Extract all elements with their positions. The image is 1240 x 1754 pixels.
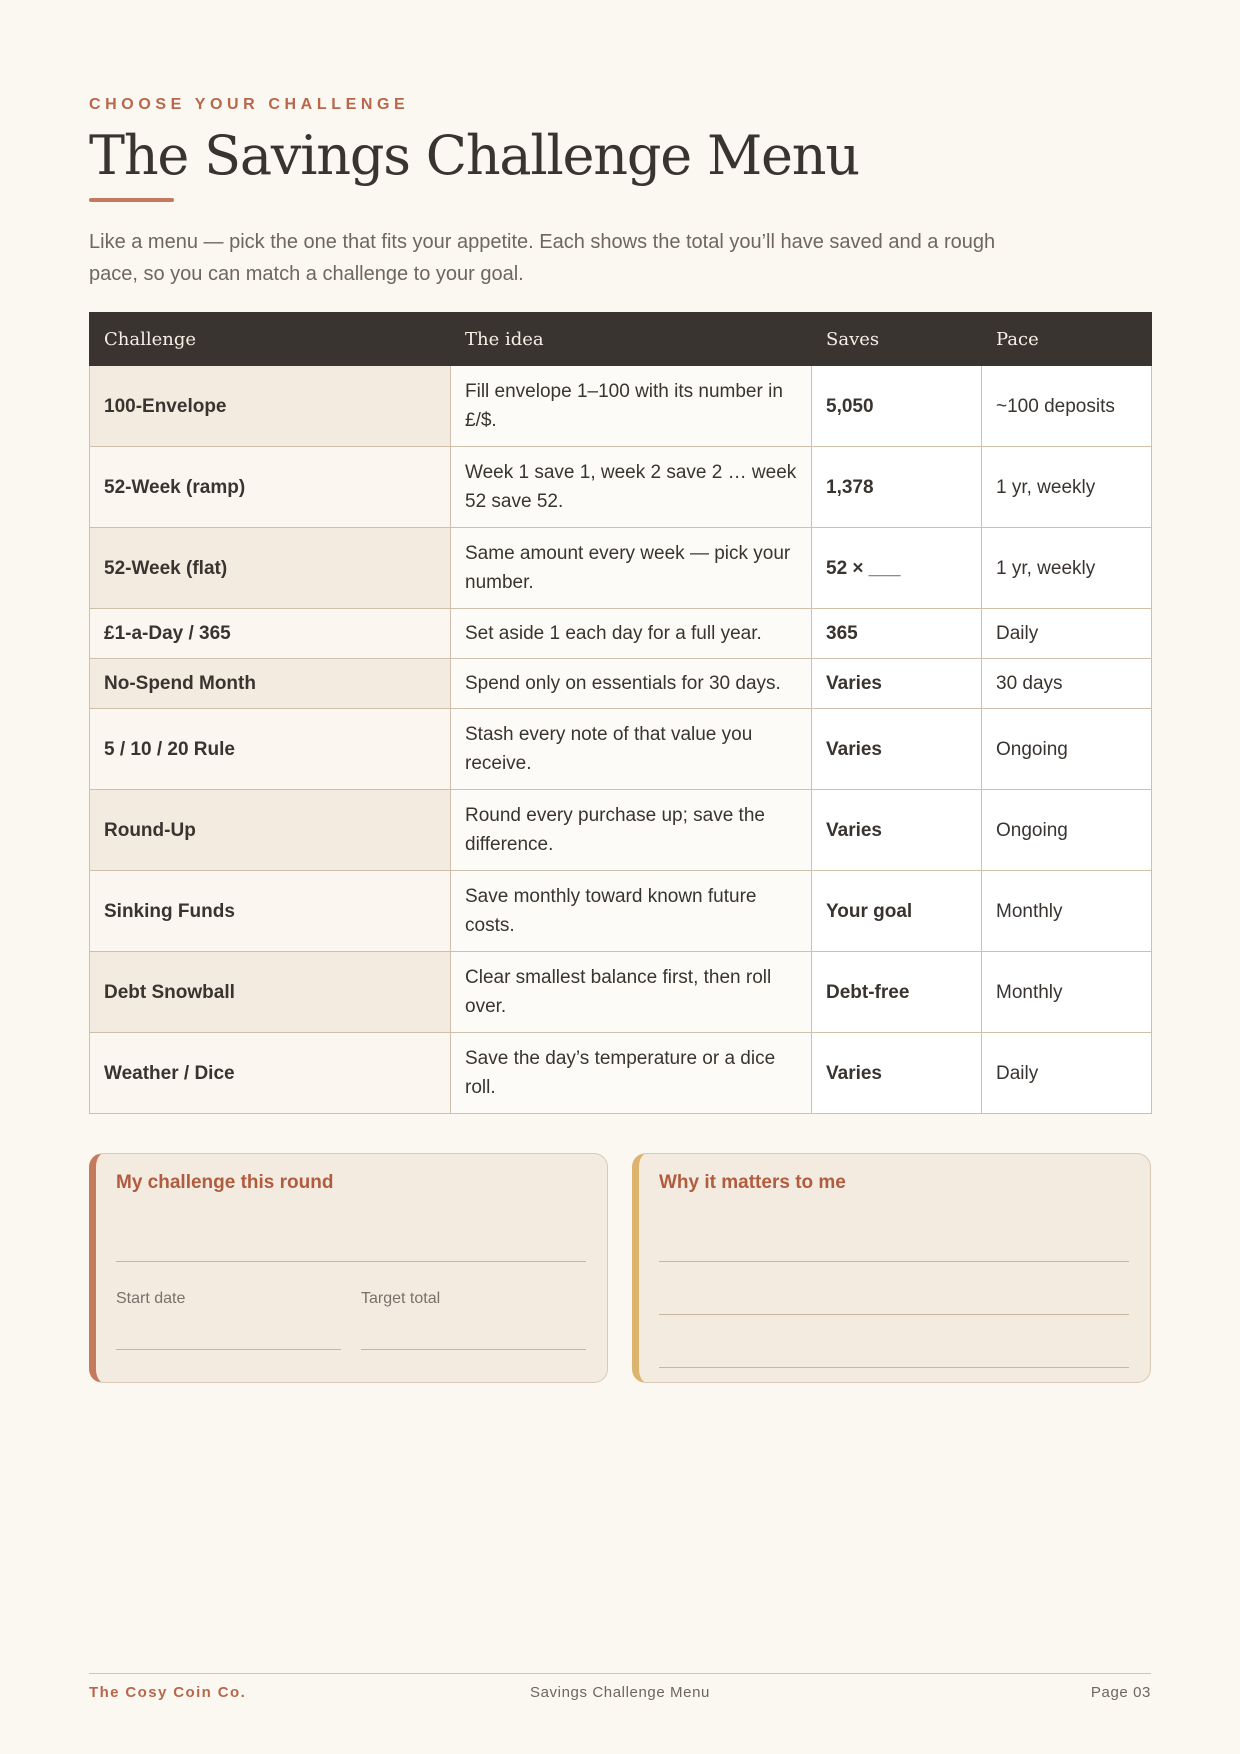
challenge-idea: Save monthly toward known future costs. (451, 871, 812, 952)
challenge-saves: Varies (812, 659, 982, 709)
challenge-pace: Monthly (982, 952, 1152, 1033)
table-row (90, 1033, 1152, 1114)
challenge-name: No-Spend Month (90, 659, 451, 709)
challenge-pace: Daily (982, 1033, 1152, 1114)
challenge-name-line[interactable] (116, 1261, 586, 1262)
target-total-line[interactable] (361, 1349, 586, 1350)
challenge-saves: 1,378 (812, 447, 982, 528)
table-row (90, 447, 1152, 528)
target-total-label: Target total (361, 1290, 441, 1307)
challenge-saves: Varies (812, 1033, 982, 1114)
challenge-pace: Monthly (982, 871, 1152, 952)
challenge-saves: Varies (812, 790, 982, 871)
challenge-pace: Ongoing (982, 790, 1152, 871)
challenge-table (89, 312, 1152, 1114)
table-row (90, 528, 1152, 609)
challenge-name: 52-Week (flat) (90, 528, 451, 609)
challenge-idea: Set aside 1 each day for a full year. (451, 609, 812, 659)
start-date-label: Start date (116, 1290, 186, 1307)
challenge-name: 5 / 10 / 20 Rule (90, 709, 451, 790)
footer-brand: The Cosy Coin Co. (89, 1684, 247, 1701)
why-it-matters-title: Why it matters to me (659, 1172, 846, 1193)
challenge-name: 100-Envelope (90, 366, 451, 447)
challenge-idea: Round every purchase up; save the difference. (451, 790, 812, 871)
table-row (90, 609, 1152, 659)
column-header-pace: Pace (982, 313, 1152, 366)
challenge-name: Sinking Funds (90, 871, 451, 952)
intro-text: Like a menu — pick the one that fits your appetite. Each shows the total you’ll have saved and a rough pace, so you can match a challenge to your goal. (89, 231, 996, 285)
challenge-saves: Your goal (812, 871, 982, 952)
challenge-pace: Daily (982, 609, 1152, 659)
my-challenge-title: My challenge this round (116, 1172, 334, 1193)
challenge-pace: 1 yr, weekly (982, 528, 1152, 609)
challenge-saves: 365 (812, 609, 982, 659)
column-header-saves: Saves (812, 313, 982, 366)
column-header-challenge: Challenge (90, 313, 451, 366)
writing-line[interactable] (659, 1314, 1129, 1315)
challenge-name: 52-Week (ramp) (90, 447, 451, 528)
table-header-row (90, 313, 1152, 366)
why-it-matters-card (632, 1153, 1151, 1383)
challenge-pace: 1 yr, weekly (982, 447, 1152, 528)
challenge-idea: Same amount every week — pick your number. (451, 528, 812, 609)
eyebrow: CHOOSE YOUR CHALLENGE (89, 96, 410, 113)
challenge-idea: Week 1 save 1, week 2 save 2 … week 52 save 52. (451, 447, 812, 528)
challenge-idea: Fill envelope 1–100 with its number in £/$. (451, 366, 812, 447)
title-underline (89, 198, 174, 202)
challenge-idea: Spend only on essentials for 30 days. (451, 659, 812, 709)
writing-line[interactable] (659, 1367, 1129, 1368)
challenge-pace: 30 days (982, 659, 1152, 709)
table-row (90, 366, 1152, 447)
challenge-saves: 5,050 (812, 366, 982, 447)
challenge-idea: Stash every note of that value you receive. (451, 709, 812, 790)
column-header-idea: The idea (451, 313, 812, 366)
table-row (90, 871, 1152, 952)
writing-line[interactable] (659, 1261, 1129, 1262)
table-row (90, 659, 1152, 709)
table-row (90, 709, 1152, 790)
challenge-name: £1-a-Day / 365 (90, 609, 451, 659)
challenge-pace: Ongoing (982, 709, 1152, 790)
challenge-name: Weather / Dice (90, 1033, 451, 1114)
challenge-idea: Clear smallest balance first, then roll over. (451, 952, 812, 1033)
challenge-name: Debt Snowball (90, 952, 451, 1033)
page (89, 0, 1151, 1754)
footer-divider (89, 1673, 1151, 1674)
footer-doc-name: Savings Challenge Menu (530, 1684, 710, 1701)
start-date-line[interactable] (116, 1349, 341, 1350)
challenge-saves: Debt-free (812, 952, 982, 1033)
challenge-saves: 52 × ___ (812, 528, 982, 609)
challenge-name: Round-Up (90, 790, 451, 871)
my-challenge-card (89, 1153, 608, 1383)
table-row (90, 790, 1152, 871)
footer-page-number: Page 03 (1090, 1684, 1151, 1701)
challenge-idea: Save the day’s temperature or a dice roll. (451, 1033, 812, 1114)
page-title: The Savings Challenge Menu (89, 124, 859, 187)
table-row (90, 952, 1152, 1033)
challenge-pace: ~100 deposits (982, 366, 1152, 447)
challenge-saves: Varies (812, 709, 982, 790)
